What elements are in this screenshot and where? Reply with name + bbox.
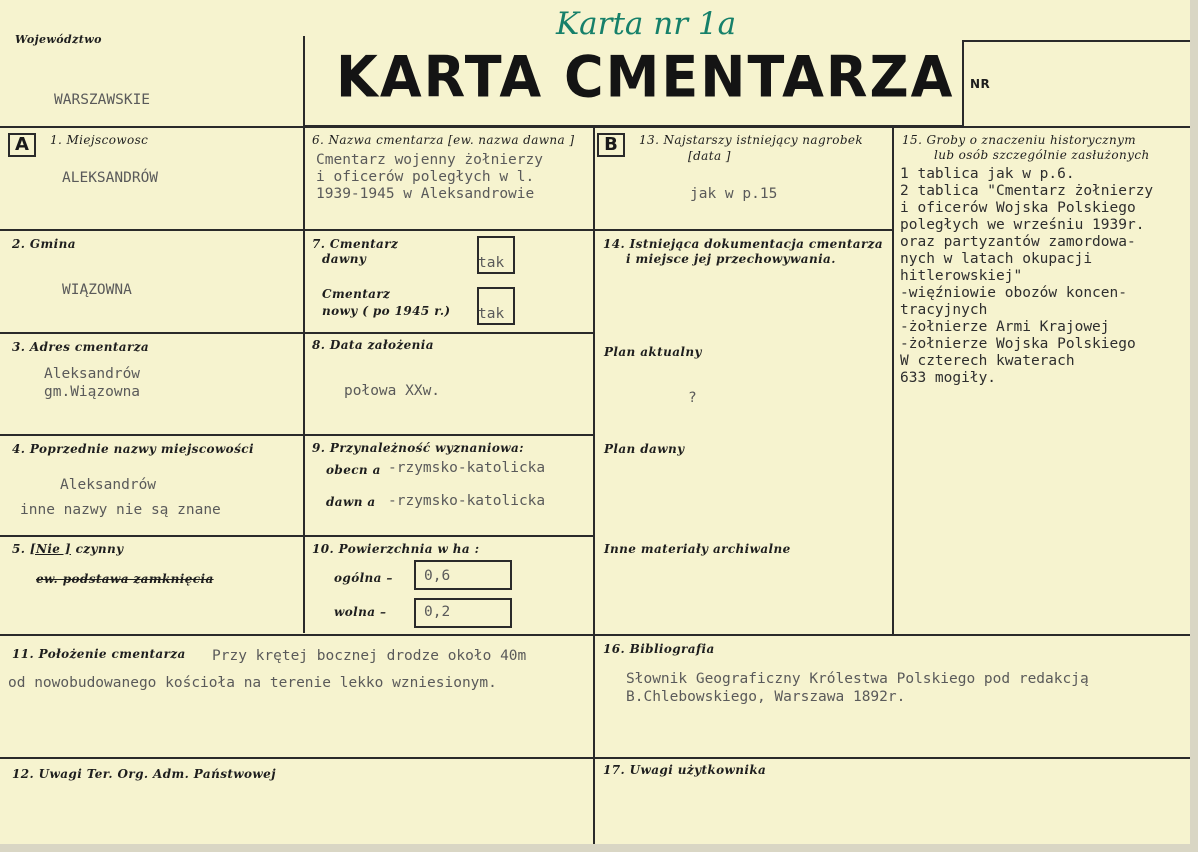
field-7-label: nowy ( po 1945 r.) — [322, 304, 451, 318]
divider — [0, 126, 1198, 128]
field-6-value-line: i oficerów poległych w l. — [316, 169, 535, 185]
divider — [0, 757, 1198, 759]
field-7-label: dawny — [322, 252, 367, 266]
field-13-label: [data ] — [688, 149, 731, 163]
plan-aktualny-value: ? — [688, 390, 697, 406]
field-12-label: 12. Uwagi Ter. Org. Adm. Państwowej — [12, 767, 276, 781]
field-15-label: 15. Groby o znaczeniu historycznym — [902, 133, 1137, 147]
divider — [0, 535, 594, 537]
field-6-value-line: Cmentarz wojenny żołnierzy — [316, 152, 543, 168]
inne-materialy-label: Inne materiały archiwalne — [604, 542, 791, 556]
field-3-value-line: Aleksandrów — [44, 366, 141, 382]
field-8-value: połowa XXw. — [344, 383, 441, 399]
field-15-value-line: W czterech kwaterach — [900, 353, 1075, 369]
field-14-label: 14. Istniejąca dokumentacja cmentarza — [603, 237, 884, 251]
field-15-value-line: -żołnierze Armi Krajowej — [900, 319, 1110, 335]
field-11-value-line: Przy krętej bocznej drodze około 40m — [212, 648, 527, 664]
field-15-value-line: oraz partyzantów zamordowa- — [900, 234, 1136, 250]
field-6-label: 6. Nazwa cmentarza [ew. nazwa dawna ] — [312, 133, 575, 147]
wolna-label: wolna – — [334, 605, 387, 619]
field-15-value-line: -więźniowie obozów koncen- — [900, 285, 1127, 301]
divider — [0, 229, 594, 231]
plan-aktualny-label: Plan aktualny — [604, 345, 702, 359]
card-edge — [1190, 0, 1198, 852]
field-4-label: 4. Poprzednie nazwy miejscowości — [12, 442, 254, 456]
obecna-label: obecn a — [326, 463, 381, 477]
plan-dawny-label: Plan dawny — [604, 442, 685, 456]
field-5-struck-text: ew. podstawa zamknięcia — [36, 572, 214, 586]
divider — [0, 434, 594, 436]
field-15-value-line: 2 tablica "Cmentarz żołnierzy — [900, 183, 1154, 199]
field-15-value-line: poległych we wrześniu 1939r. — [900, 217, 1145, 233]
field-5-prefix: 5. — [12, 542, 26, 556]
field-5-suffix: czynny — [75, 542, 124, 556]
field-15-label: lub osób szczególnie zasłużonych — [934, 148, 1150, 162]
field-15-value-line: tracyjnych — [900, 302, 988, 318]
divider — [0, 332, 594, 334]
field-2-label: 2. Gmina — [12, 237, 76, 251]
wolna-value: 0,2 — [424, 604, 451, 620]
field-15-value-line: i oficerów Wojska Polskiego — [900, 200, 1136, 216]
wojewodztwo-label: Województwo — [15, 33, 102, 46]
divider — [0, 634, 1198, 636]
divider — [594, 229, 894, 231]
cmentarz-nowy-value: tak — [478, 306, 505, 322]
field-15-value-line: 633 mogiły. — [900, 370, 997, 386]
dawna-value: -rzymsko-katolicka — [388, 493, 546, 509]
field-15-value-line: hitlerowskiej" — [900, 268, 1023, 284]
wojewodztwo-value: WARSZAWSKIE — [54, 92, 151, 108]
field-5-label — [12, 541, 124, 557]
card-edge — [0, 844, 1198, 852]
divider — [892, 126, 894, 636]
field-3-value-line: gm.Wiązowna — [44, 384, 141, 400]
cmentarz-dawny-value: tak — [478, 255, 505, 271]
field-4-value-line: Aleksandrów — [60, 477, 157, 493]
field-2-value: WIĄZOWNA — [62, 282, 132, 298]
field-15-value-line: 1 tablica jak w p.6. — [900, 166, 1075, 182]
field-11-label: 11. Położenie cmentarza — [12, 647, 186, 661]
field-1-value: ALEKSANDRÓW — [62, 170, 159, 186]
field-11-value-line: od nowobudowanego kościoła na terenie lekko wzniesionym. — [8, 675, 497, 691]
section-b-badge: B — [597, 133, 625, 157]
field-13-label: 13. Najstarszy istniejący nagrobek — [639, 133, 864, 147]
divider — [962, 40, 964, 127]
divider — [593, 126, 595, 846]
ogolna-value: 0,6 — [424, 568, 451, 584]
field-14-label: i miejsce jej przechowywania. — [626, 252, 836, 266]
field-17-label: 17. Uwagi użytkownika — [603, 763, 767, 777]
field-7-label: 7. Cmentarz — [312, 237, 399, 251]
card-title: KARTA CMENTARZA — [336, 44, 955, 111]
field-10-label: 10. Powierzchnia w ha : — [312, 542, 480, 556]
section-a-badge: A — [8, 133, 36, 157]
field-16-value-line: Słownik Geograficzny Królestwa Polskiego pod redakcją — [626, 671, 1089, 687]
field-3-label: 3. Adres cmentarza — [12, 340, 150, 354]
field-4-value-line: inne nazwy nie są znane — [20, 502, 221, 518]
field-16-value-line: B.Chlebowskiego, Warszawa 1892r. — [626, 689, 906, 705]
field-6-value-line: 1939-1945 w Aleksandrowie — [316, 186, 535, 202]
field-15-value-line: -żołnierze Wojska Polskiego — [900, 336, 1136, 352]
field-8-label: 8. Data założenia — [312, 338, 434, 352]
obecna-value: -rzymsko-katolicka — [388, 460, 546, 476]
ogolna-label: ogólna – — [334, 571, 393, 585]
field-1-label: 1. Miejscowosc — [50, 133, 149, 147]
field-15-value-line: nych w latach okupacji — [900, 251, 1093, 267]
handwritten-card-number: Karta nr 1a — [556, 6, 737, 42]
field-13-value: jak w p.15 — [690, 186, 778, 202]
dawna-label: dawn a — [326, 495, 376, 509]
field-5-nie: [Nie ] — [29, 542, 72, 556]
divider — [962, 40, 1198, 42]
field-16-label: 16. Bibliografia — [603, 642, 715, 656]
nr-label: NR — [970, 77, 991, 91]
field-7-label: Cmentarz — [322, 287, 391, 301]
field-9-label: 9. Przynależność wyznaniowa: — [312, 441, 524, 455]
